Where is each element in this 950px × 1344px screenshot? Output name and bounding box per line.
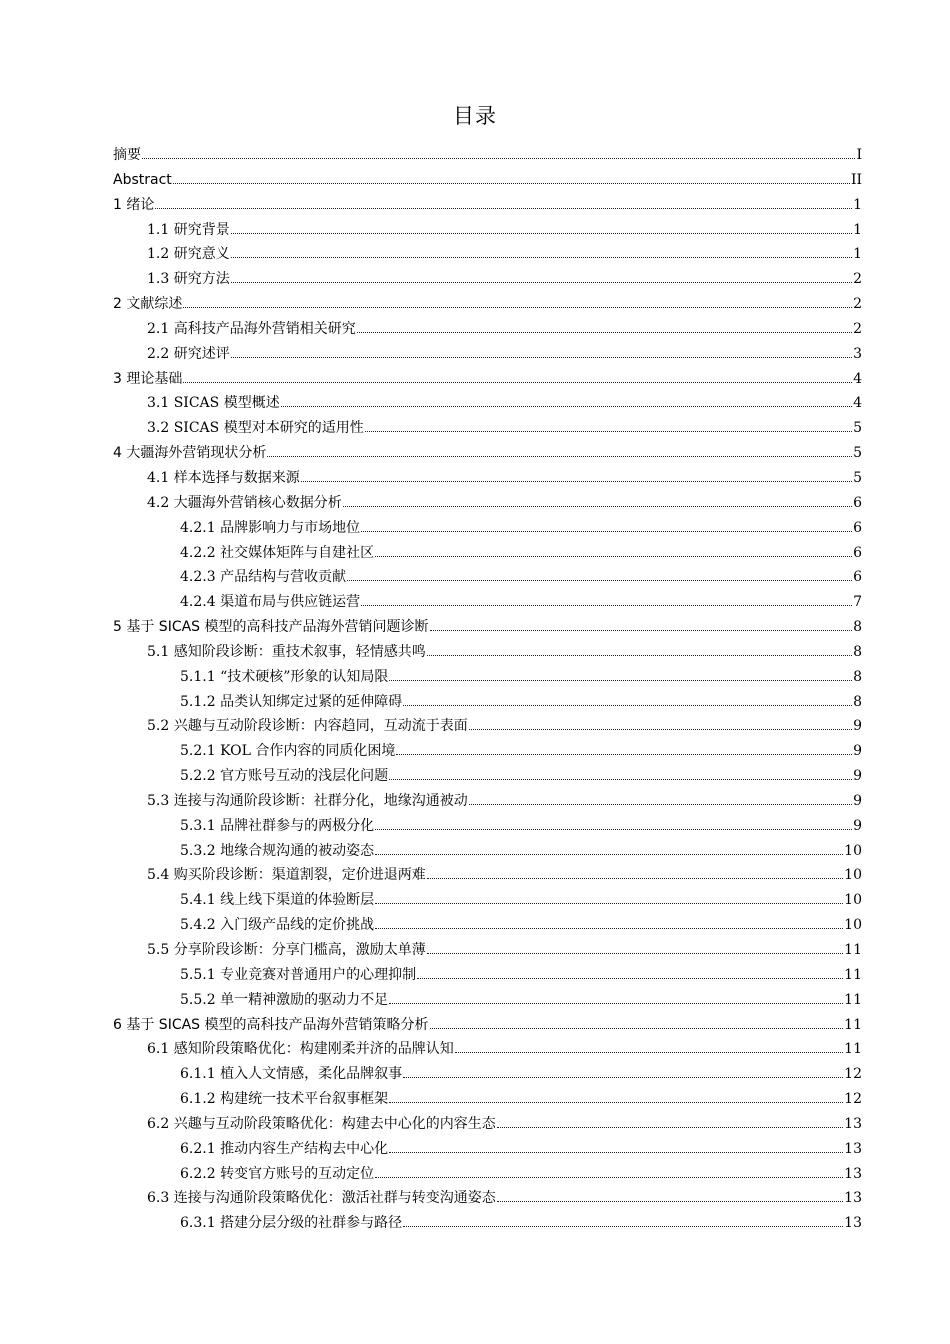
toc-entry[interactable] <box>113 193 862 218</box>
toc-entry-page-number: 1 <box>853 246 862 263</box>
dot-leader <box>375 902 843 904</box>
dot-leader <box>403 1076 843 1078</box>
toc-entry[interactable] <box>113 690 862 715</box>
dot-leader <box>430 1027 844 1029</box>
toc-entry-label: 4.2 大疆海外营销核心数据分析 <box>147 494 342 511</box>
toc-entry-label: 3.2 SICAS 模型对本研究的适用性 <box>147 420 364 437</box>
toc-entry-label: 5.5.2 单一精神激励的驱动力不足 <box>180 991 389 1008</box>
dot-leader <box>142 157 855 159</box>
toc-entry[interactable] <box>113 391 862 416</box>
toc-entry-label: 5.1.1 “技术硬核”形象的认知局限 <box>180 668 389 685</box>
dot-leader <box>375 1176 843 1178</box>
dot-leader <box>155 207 852 209</box>
toc-entry[interactable] <box>113 242 862 267</box>
toc-entry-label: 1.3 研究方法 <box>147 271 230 288</box>
dot-leader <box>183 306 852 308</box>
toc-entry-page-number: 12 <box>844 1091 862 1108</box>
toc-entry-page-number: 10 <box>844 892 862 909</box>
toc-entry-label: 6.2.1 推动内容生产结构去中心化 <box>180 1140 389 1157</box>
toc-entry-label: 6 基于 SICAS 模型的高科技产品海外营销策略分析 <box>113 1016 429 1033</box>
toc-entry-page-number: 5 <box>853 420 862 437</box>
toc-entry[interactable] <box>113 739 862 764</box>
dot-leader <box>375 828 852 830</box>
toc-entry[interactable] <box>113 963 862 988</box>
toc-entry-page-number: 9 <box>853 817 862 834</box>
toc-entry[interactable] <box>113 218 862 243</box>
toc-entry-label: 5.2.2 官方账号互动的浅层化问题 <box>180 768 389 785</box>
toc-entry[interactable] <box>113 565 862 590</box>
toc-entry-page-number: 10 <box>844 917 862 934</box>
toc-entry[interactable] <box>113 416 862 441</box>
toc-entry-page-number: 9 <box>853 718 862 735</box>
toc-entry-page-number: 6 <box>853 544 862 561</box>
dot-leader <box>231 281 852 283</box>
toc-entry[interactable] <box>113 441 862 466</box>
toc-entry-page-number: 9 <box>853 743 862 760</box>
dot-leader <box>343 505 852 507</box>
toc-entry-label: 4.2.2 社交媒体矩阵与自建社区 <box>180 544 375 561</box>
dot-leader <box>403 704 852 706</box>
toc-entry[interactable] <box>113 615 862 640</box>
dot-leader <box>375 555 852 557</box>
dot-leader <box>455 1051 843 1053</box>
toc-entry-label: 4 大疆海外营销现状分析 <box>113 445 267 462</box>
toc-entry-page-number: 8 <box>853 668 862 685</box>
toc-entry-label: 4.1 样本选择与数据来源 <box>147 469 300 486</box>
dot-leader <box>389 679 852 681</box>
toc-entry-label: 摘要 <box>113 147 141 163</box>
toc-entry-page-number: 13 <box>844 1115 862 1132</box>
toc-entry-page-number: 4 <box>853 395 862 412</box>
table-of-contents <box>113 143 862 1236</box>
dot-leader <box>497 1200 843 1202</box>
toc-entry[interactable] <box>113 640 862 665</box>
toc-entry[interactable] <box>113 292 862 317</box>
toc-entry-page-number: 13 <box>844 1190 862 1207</box>
toc-entry-page-number: 11 <box>844 991 862 1008</box>
toc-entry-label: 4.2.4 渠道布局与供应链运营 <box>180 594 361 611</box>
toc-entry[interactable] <box>113 665 862 690</box>
toc-entry-page-number: 13 <box>844 1165 862 1182</box>
toc-entry-page-number: 3 <box>853 345 862 362</box>
dot-leader <box>365 430 852 432</box>
toc-entry-page-number: 2 <box>853 296 862 313</box>
toc-entry-label: 5.1.2 品类认知绑定过紧的延伸障碍 <box>180 693 403 710</box>
toc-entry-label: 5.2.1 KOL 合作内容的同质化困境 <box>180 743 396 760</box>
dot-leader <box>427 952 843 954</box>
dot-leader <box>231 356 852 358</box>
toc-entry-page-number: 13 <box>844 1215 862 1232</box>
toc-entry[interactable] <box>113 143 862 168</box>
dot-leader <box>396 753 852 755</box>
toc-entry-page-number: 1 <box>853 196 862 213</box>
toc-entry-label: 5.1 感知阶段诊断：重技术叙事，轻情感共鸣 <box>147 643 426 660</box>
toc-entry-page-number: 9 <box>853 768 862 785</box>
toc-entry-label: 1.1 研究背景 <box>147 221 230 238</box>
toc-entry[interactable] <box>113 1087 862 1112</box>
toc-entry-page-number: 8 <box>853 693 862 710</box>
toc-entry-page-number: 2 <box>853 271 862 288</box>
toc-entry[interactable] <box>113 714 862 739</box>
toc-entry-page-number: 5 <box>853 469 862 486</box>
dot-leader <box>375 853 843 855</box>
toc-entry-page-number: 5 <box>853 445 862 462</box>
toc-entry-page-number: 11 <box>844 1041 862 1058</box>
toc-entry-page-number: 6 <box>853 494 862 511</box>
toc-entry-label: 5.3 连接与沟通阶段诊断：社群分化，地缘沟通被动 <box>147 792 468 809</box>
dot-leader <box>301 480 852 482</box>
toc-entry[interactable] <box>113 466 862 491</box>
toc-entry-page-number: 11 <box>844 1016 862 1033</box>
toc-entry[interactable] <box>113 1211 862 1236</box>
dot-leader <box>231 256 852 258</box>
dot-leader <box>361 604 852 606</box>
toc-entry[interactable] <box>113 342 862 367</box>
toc-entry[interactable] <box>113 1062 862 1087</box>
toc-entry-label: 6.1 感知阶段策略优化：构建刚柔并济的品牌认知 <box>147 1041 454 1058</box>
toc-entry-label: 6.3.1 搭建分层分级的社群参与路径 <box>180 1215 403 1232</box>
toc-entry-page-number: 9 <box>853 792 862 809</box>
dot-leader <box>361 530 852 532</box>
toc-entry-page-number: 10 <box>844 842 862 859</box>
toc-entry[interactable] <box>113 516 862 541</box>
toc-entry[interactable] <box>113 1013 862 1038</box>
dot-leader <box>469 803 852 805</box>
toc-entry-label: 3.1 SICAS 模型概述 <box>147 395 280 412</box>
toc-entry-label: 6.2 兴趣与互动阶段策略优化：构建去中心化的内容生态 <box>147 1115 496 1132</box>
dot-leader <box>417 977 843 979</box>
toc-entry[interactable] <box>113 1037 862 1062</box>
toc-entry-label: 6.3 连接与沟通阶段策略优化：激活社群与转变沟通姿态 <box>147 1190 496 1207</box>
toc-entry[interactable] <box>113 938 862 963</box>
toc-entry[interactable] <box>113 491 862 516</box>
dot-leader <box>389 1151 843 1153</box>
toc-entry[interactable] <box>113 367 862 392</box>
toc-entry[interactable] <box>113 1137 862 1162</box>
toc-entry-label: 4.2.3 产品结构与营收贡献 <box>180 569 347 586</box>
toc-title: 目录 <box>453 104 497 128</box>
toc-entry-label: 5 基于 SICAS 模型的高科技产品海外营销问题诊断 <box>113 619 429 636</box>
toc-entry[interactable] <box>113 1112 862 1137</box>
toc-entry-label: 2.2 研究述评 <box>147 345 230 362</box>
dot-leader <box>403 1225 843 1227</box>
dot-leader <box>389 1002 843 1004</box>
toc-entry-label: 5.2 兴趣与互动阶段诊断：内容趋同，互动流于表面 <box>147 718 468 735</box>
toc-entry-label: 2 文献综述 <box>113 296 183 313</box>
dot-leader <box>357 331 852 333</box>
toc-entry-page-number: 6 <box>853 519 862 536</box>
toc-entry-page-number: 6 <box>853 569 862 586</box>
toc-entry[interactable] <box>113 764 862 789</box>
toc-entry[interactable] <box>113 590 862 615</box>
toc-entry-page-number: 1 <box>853 221 862 238</box>
toc-entry[interactable] <box>113 888 862 913</box>
toc-entry-page-number: 7 <box>853 594 862 611</box>
toc-entry[interactable] <box>113 541 862 566</box>
dot-leader <box>427 654 852 656</box>
toc-entry[interactable] <box>113 839 862 864</box>
dot-leader <box>375 927 843 929</box>
dot-leader <box>267 455 852 457</box>
toc-entry[interactable] <box>113 814 862 839</box>
toc-entry-page-number: 8 <box>853 643 862 660</box>
toc-entry[interactable] <box>113 267 862 292</box>
toc-entry-label: 1 绪论 <box>113 196 155 213</box>
toc-entry-page-number: 11 <box>844 942 862 958</box>
dot-leader <box>389 1101 843 1103</box>
toc-entry-label: 5.5 分享阶段诊断：分享门槛高，激励太单薄 <box>147 942 426 958</box>
toc-entry-label: Abstract <box>113 171 172 188</box>
toc-entry-label: 6.1.1 植入人文情感，柔化品牌叙事 <box>180 1066 403 1083</box>
toc-entry[interactable] <box>113 913 862 938</box>
toc-entry-label: 6.2.2 转变官方账号的互动定位 <box>180 1165 375 1182</box>
toc-entry-page-number: 11 <box>844 966 862 983</box>
toc-entry-label: 5.4.1 线上线下渠道的体验断层 <box>180 892 375 909</box>
toc-entry[interactable] <box>113 988 862 1013</box>
toc-entry-label: 5.4 购买阶段诊断：渠道割裂，定价进退两难 <box>147 867 426 884</box>
dot-leader <box>497 1126 843 1128</box>
toc-entry-page-number: I <box>856 147 862 163</box>
toc-entry-page-number: 8 <box>853 619 862 636</box>
toc-entry-label: 3 理论基础 <box>113 370 183 387</box>
dot-leader <box>427 877 843 879</box>
toc-entry-label: 2.1 高科技产品海外营销相关研究 <box>147 320 356 337</box>
toc-entry-label: 4.2.1 品牌影响力与市场地位 <box>180 519 361 536</box>
toc-entry-page-number: 2 <box>853 320 862 337</box>
toc-entry[interactable] <box>113 863 862 888</box>
dot-leader <box>281 405 852 407</box>
toc-entry-page-number: 12 <box>844 1066 862 1083</box>
toc-entry-label: 5.4.2 入门级产品线的定价挑战 <box>180 917 375 934</box>
dot-leader <box>430 629 853 631</box>
toc-entry[interactable] <box>113 789 862 814</box>
toc-entry[interactable] <box>113 168 862 193</box>
toc-entry-label: 5.3.1 品牌社群参与的两极分化 <box>180 817 375 834</box>
toc-entry-page-number: II <box>850 171 862 188</box>
toc-entry-page-number: 10 <box>844 867 862 884</box>
toc-entry-label: 1.2 研究意义 <box>147 246 230 263</box>
toc-entry[interactable] <box>113 317 862 342</box>
toc-entry-label: 6.1.2 构建统一技术平台叙事框架 <box>180 1091 389 1108</box>
dot-leader <box>389 778 852 780</box>
dot-leader <box>347 579 852 581</box>
dot-leader <box>183 381 852 383</box>
toc-entry[interactable] <box>113 1162 862 1187</box>
toc-entry-page-number: 13 <box>844 1140 862 1157</box>
toc-entry[interactable] <box>113 1186 862 1211</box>
dot-leader <box>173 182 850 184</box>
toc-entry-label: 5.3.2 地缘合规沟通的被动姿态 <box>180 842 375 859</box>
toc-entry-label: 5.5.1 专业竞赛对普通用户的心理抑制 <box>180 966 417 983</box>
dot-leader <box>469 728 852 730</box>
dot-leader <box>231 232 852 234</box>
toc-entry-page-number: 4 <box>853 370 862 387</box>
